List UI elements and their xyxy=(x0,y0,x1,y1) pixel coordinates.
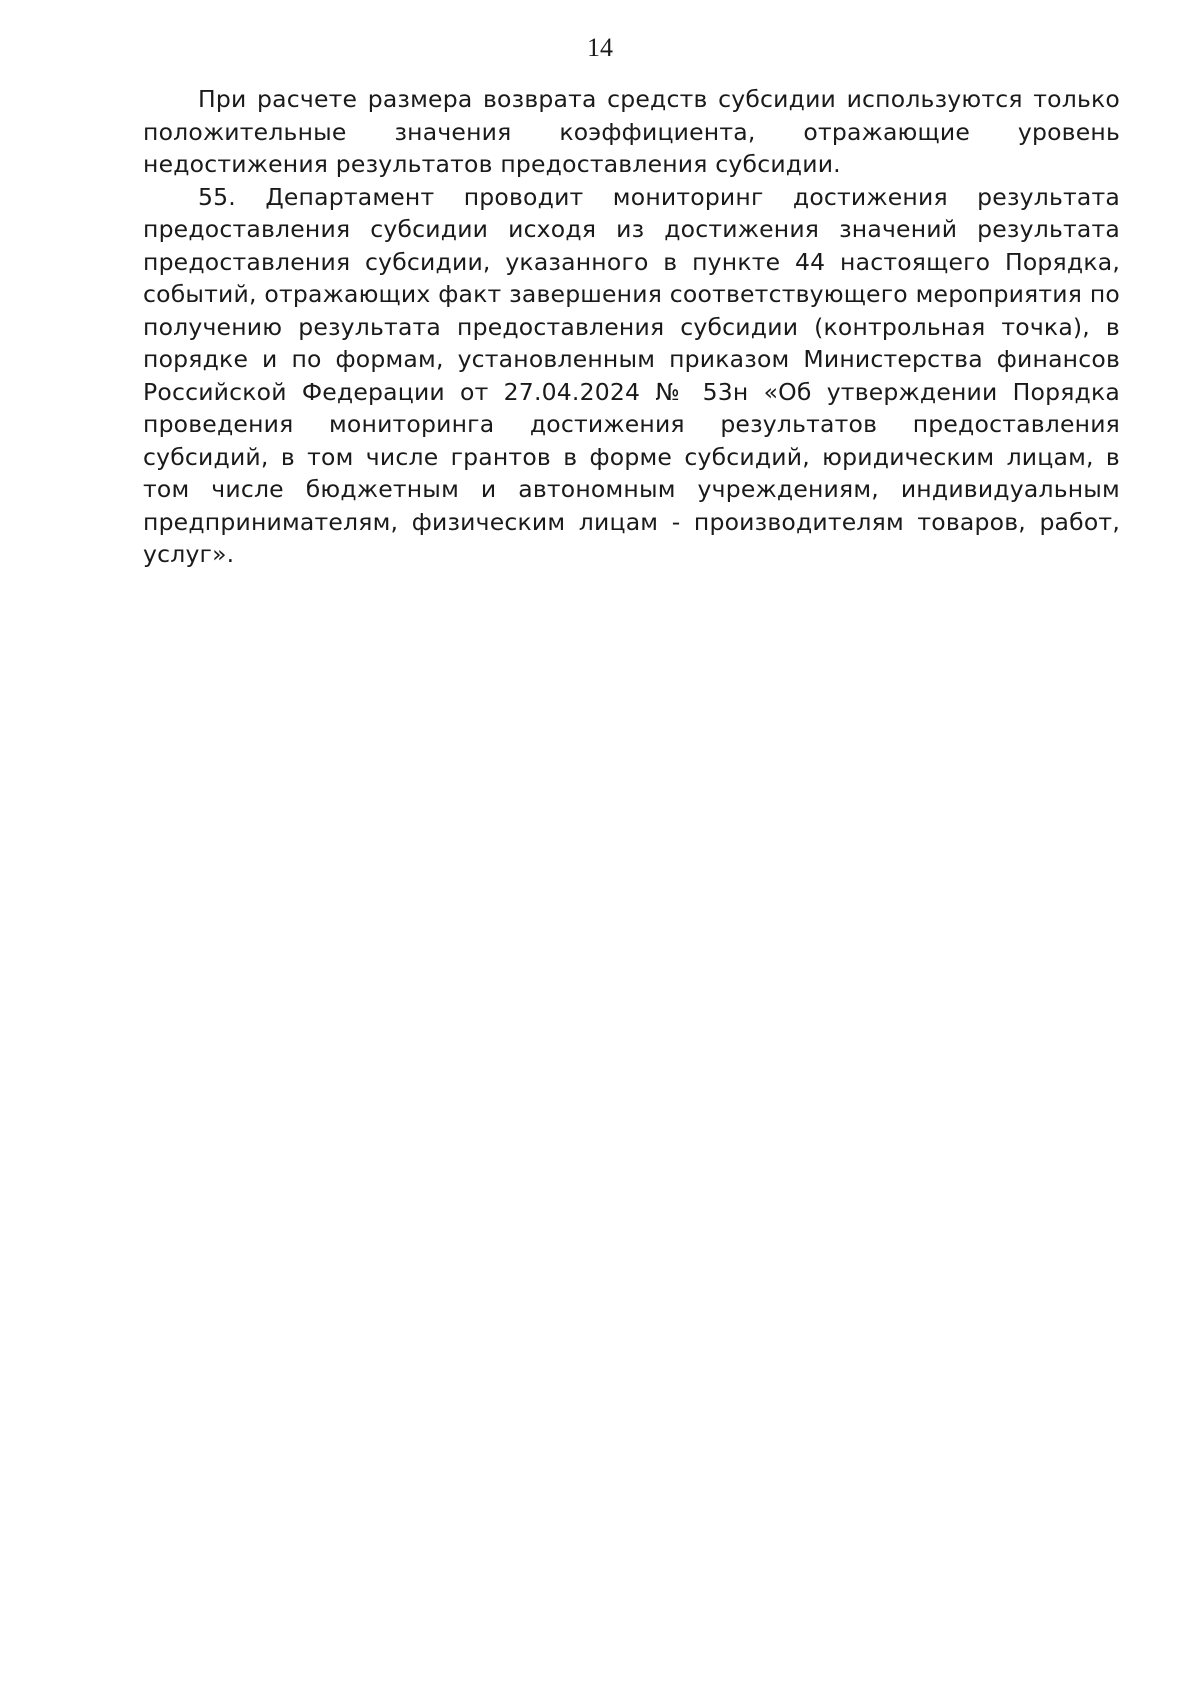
document-body xyxy=(143,83,1120,571)
page-number: 14 xyxy=(587,33,613,62)
paragraph-refund-calculation: При расчете размера возврата средств субсидии используются только положительные значения коэффициента, отражающие уровень недостижения результатов предоставления субсидии. xyxy=(143,85,1120,178)
paragraph-55-monitoring: 55. Департамент проводит мониторинг достижения результата предоставления субсидии исходя из достижения значений результата предоставления субсидии, указанного в пункте 44 настоящего Порядка, событий, отражающих факт завершения соответствующего мероприятия по получению результата предоставления субсидии (контрольная точка), в порядке и по формам, установленным приказом Министерства финансов Российской Федерации от 27.04.2024 № 53н «Об утверждении Порядка проведения мониторинга достижения результатов предоставления субсидий, в том числе грантов в форме субсидий, юридическим лицам, в том числе бюджетным и автономным учреждениям, индивидуальным предпринимателям, физическим лицам - производителям товаров, работ, услуг». xyxy=(143,182,1120,568)
